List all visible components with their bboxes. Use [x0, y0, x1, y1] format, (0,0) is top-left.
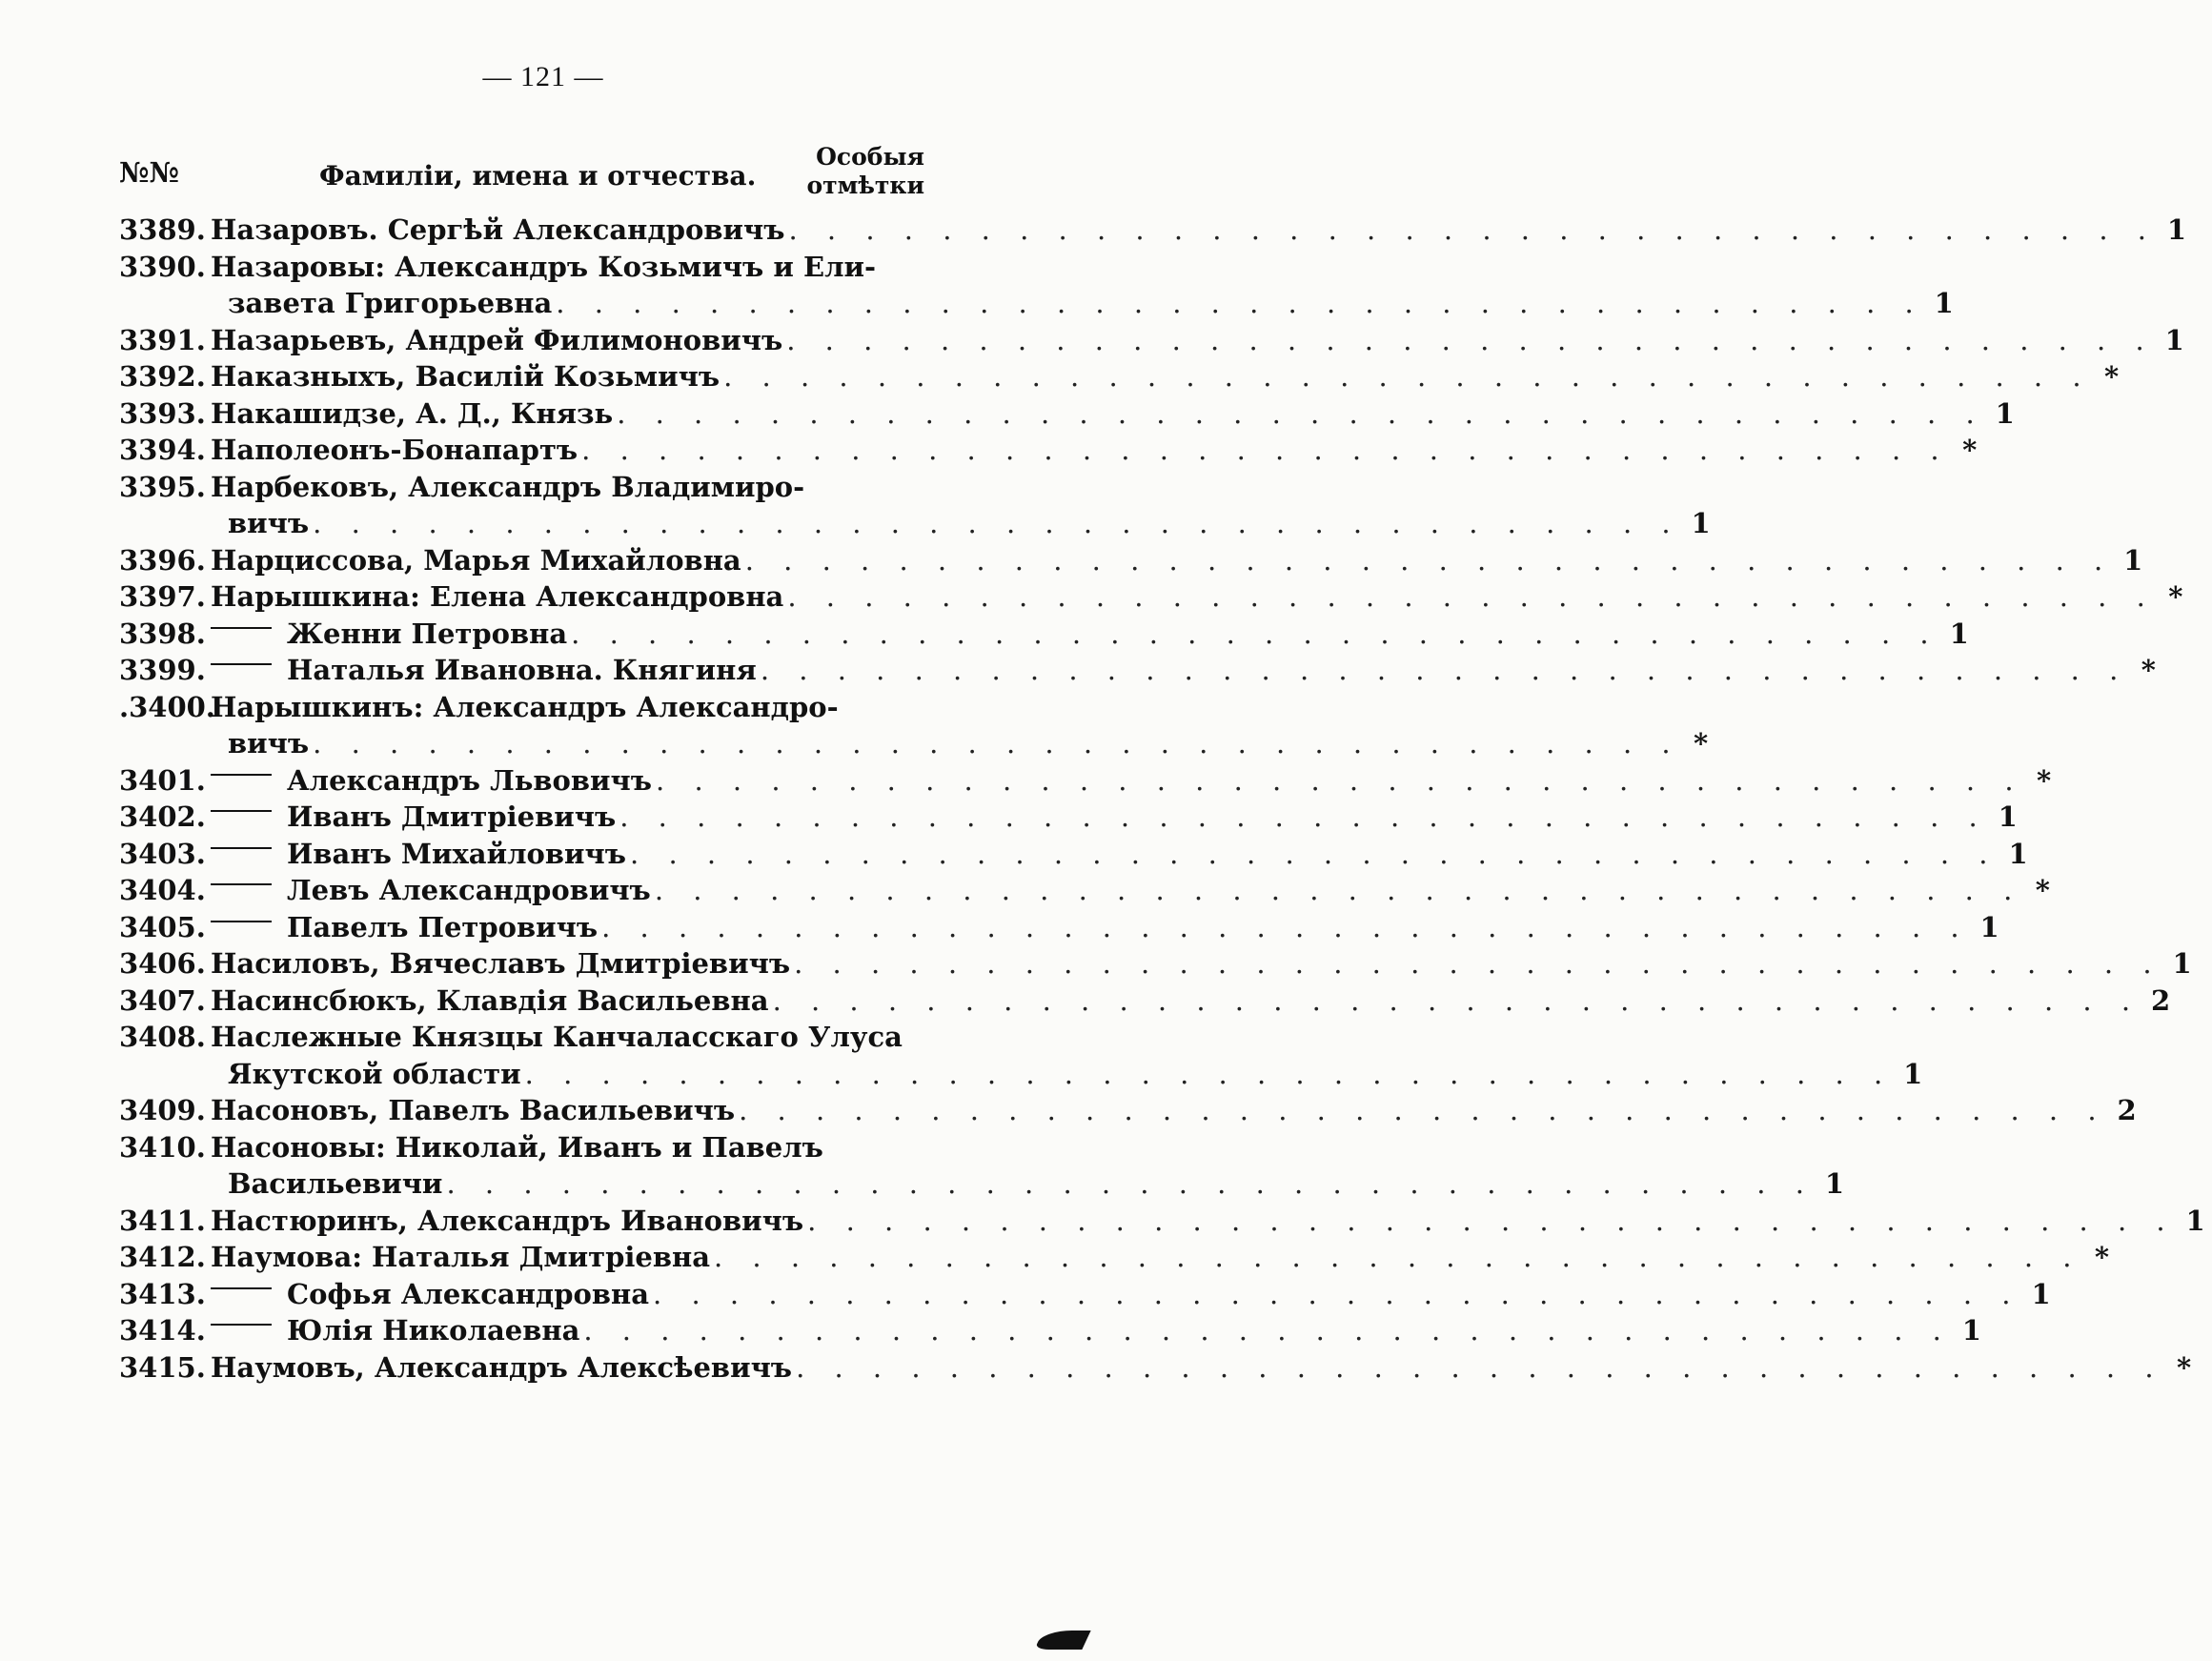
- entry-mark: 1: [1961, 1314, 1981, 1347]
- entry-name: [211, 618, 567, 650]
- entry-line: [119, 251, 924, 288]
- entry-line: [119, 837, 2028, 875]
- ditto-dash: [211, 883, 272, 885]
- entry-name-text: Назаровы: Александръ Козьмичъ и Ели-: [211, 250, 877, 283]
- entry-name-text: Софья Александровна: [287, 1277, 650, 1310]
- entry-name: [211, 764, 652, 797]
- entry-line: [119, 213, 2187, 251]
- entry-name-text: Нарциссова, Марья Михайловна: [211, 543, 741, 577]
- entry-mark: 1: [2123, 543, 2143, 577]
- header-number-column: №№: [119, 156, 180, 189]
- entry-mark: *: [2035, 874, 2050, 906]
- entry-number: 3413.: [119, 1277, 206, 1310]
- entry-mark: *: [2104, 360, 2120, 393]
- entry-number: 3398.: [119, 617, 206, 650]
- entry-number: .3400.: [119, 690, 215, 723]
- entry-line: [119, 323, 2184, 361]
- entry-line: [119, 396, 2015, 435]
- leader-dots: . . . . . . . . . . . . . . . . . . . . . . . . . . . . . . . . . . . .: [714, 1241, 2082, 1273]
- header-name-column: Фамиліи, имена и отчества.: [319, 160, 757, 192]
- entry-name-text: вичъ: [228, 727, 310, 760]
- entry-number: 3391.: [119, 323, 206, 356]
- entry: [119, 323, 2184, 361]
- entry: [119, 543, 2143, 581]
- leader-dots: . . . . . . . . . . . . . . . . . . . . . . . . . . . . . . . . . . . .: [794, 947, 2162, 980]
- entry: [119, 396, 2015, 435]
- entry-name: [211, 434, 578, 466]
- entry-mark: 1: [1934, 287, 1954, 319]
- entry-line: [119, 617, 1969, 655]
- entry-line: [119, 543, 2143, 581]
- entry-name-text: завета Григорьевна: [228, 287, 553, 319]
- entry-name-text: Накашидзе, А. Д., Князь: [211, 396, 614, 430]
- entry-name-text: Якутской области: [228, 1057, 521, 1090]
- entry-line: [119, 580, 2183, 618]
- entry: [119, 910, 1999, 948]
- entry-name-text: Наказныхъ, Василій Козьмичъ: [211, 360, 720, 393]
- header-mark-line-1: Особыя: [816, 143, 924, 171]
- entry-line: [119, 1204, 2205, 1242]
- leader-dots: . . . . . . . . . . . . . . . . . . . . . . . . . . . . . . . . . . . .: [807, 1204, 2176, 1237]
- entry-name-text: Иванъ Дмитріевичъ: [287, 800, 617, 833]
- entry-name: [211, 1094, 735, 1126]
- leader-dots: . . . . . . . . . . . . . . . . . . . . . . . . . . . . . . . . . . . .: [654, 874, 2023, 906]
- ditto-dash: [211, 663, 272, 665]
- entry-name-text: Насинсбюкъ, Клавдія Васильевна: [211, 983, 769, 1017]
- entry: [119, 947, 2192, 984]
- entry-mark: 1: [2008, 837, 2028, 870]
- entry-mark: 1: [1903, 1057, 1923, 1090]
- entry-number: 3396.: [119, 543, 206, 577]
- entry: [119, 1130, 1845, 1205]
- entry-name: [211, 471, 804, 503]
- leader-dots: . . . . . . . . . . . . . . . . . . . . . . . . . . . . . . . . . . . .: [571, 617, 1939, 650]
- leader-dots: . . . . . . . . . . . . . . . . . . . . . . . . . . . . . . . . . . . .: [524, 1057, 1894, 1090]
- entry-line: [119, 1277, 2051, 1315]
- entry-name-text: Наумовъ, Александръ Алексѣевичъ: [211, 1350, 793, 1384]
- entry-name: [211, 984, 769, 1017]
- entry-name: [211, 580, 783, 613]
- entry-name: [211, 213, 785, 246]
- entry-number: 3393.: [119, 396, 206, 430]
- leader-dots: . . . . . . . . . . . . . . . . . . . . . . . . . . . . . . . . . . . .: [653, 1277, 2021, 1310]
- entry-name: [228, 727, 309, 760]
- entry-number: 3390.: [119, 250, 206, 283]
- leader-dots: . . . . . . . . . . . . . . . . . . . . . . . . . . . . . . . . . . . .: [787, 580, 2156, 613]
- entry-name-text: Наполеонъ-Бонапартъ: [211, 434, 578, 466]
- entry-mark: *: [1962, 434, 1978, 466]
- entry-name-text: Наталья Ивановна. Княгиня: [287, 654, 757, 686]
- entry-mark: 1: [1995, 396, 2015, 430]
- ditto-dash: [211, 1324, 272, 1326]
- entry-number: 3410.: [119, 1130, 206, 1164]
- leader-dots: . . . . . . . . . . . . . . . . . . . . . . . . . . . . . . . . . . . .: [760, 654, 2129, 686]
- entry-line: [119, 947, 2192, 984]
- leader-dots: . . . . . . . . . . . . . . . . . . . . . . . . . . . . . . . . . . . .: [583, 1314, 1952, 1347]
- entry: [119, 1204, 2205, 1242]
- entry: [119, 1094, 2137, 1131]
- entry-name: [211, 800, 616, 833]
- entry-number: 3401.: [119, 763, 206, 797]
- entry-line: [119, 1021, 924, 1058]
- ditto-dash: [211, 1287, 272, 1289]
- entry-name: [228, 287, 552, 319]
- entry-line: [119, 983, 2171, 1022]
- entry-line: [119, 434, 1978, 471]
- leader-dots: . . . . . . . . . . . . . . . . . . . . . . . . . . . . . . . . . . . .: [313, 507, 1681, 539]
- entry: [119, 434, 1978, 471]
- entry-name: [211, 360, 720, 393]
- corner-ink-mark: [1034, 1631, 1090, 1650]
- entry-mark: 1: [1691, 507, 1711, 539]
- entry-number: 3397.: [119, 580, 206, 613]
- entry-name: [211, 1278, 649, 1310]
- entry-name-text: Васильевичи: [228, 1167, 443, 1200]
- leader-dots: . . . . . . . . . . . . . . . . . . . . . . . . . . . . . . . . . . . .: [786, 323, 2155, 356]
- entry-number: 3394.: [119, 434, 206, 466]
- entry-line: [119, 507, 1711, 544]
- entry: [119, 800, 2018, 838]
- entry-name-text: Назарьевъ, Андрей Филимоновичъ: [211, 323, 783, 356]
- entry-name-text: Насоновъ, Павелъ Васильевичъ: [211, 1094, 736, 1126]
- entry-name-text: Настюринъ, Александръ Ивановичъ: [211, 1204, 804, 1237]
- entry-number: 3403.: [119, 837, 206, 870]
- entry-mark: 1: [1949, 617, 1969, 650]
- entry-number: 3402.: [119, 800, 206, 833]
- entry-line: [119, 800, 2018, 838]
- entry-name: [211, 874, 651, 906]
- entry-name-text: Юлія Николаевна: [287, 1314, 580, 1347]
- entry-name-text: Наумова: Наталья Дмитріевна: [211, 1241, 710, 1273]
- entry-number: 3407.: [119, 983, 206, 1017]
- entry-mark: 1: [1979, 910, 1999, 943]
- entry-line: [119, 727, 1709, 764]
- entry: [119, 837, 2028, 875]
- entry-line: [119, 1094, 2137, 1131]
- entry: [119, 1350, 2192, 1388]
- entry-mark: *: [2036, 763, 2052, 797]
- entry: [119, 360, 2120, 397]
- entry-line: [119, 654, 2156, 691]
- entry: [119, 250, 1954, 324]
- leader-dots: . . . . . . . . . . . . . . . . . . . . . . . . . . . . . . . . . . . .: [796, 1350, 2164, 1384]
- entry-name: [211, 1314, 579, 1347]
- entry: [119, 1021, 1923, 1094]
- entry-name-text: Назаровъ. Сергѣй Александровичъ: [211, 213, 785, 246]
- entry-mark: 1: [2164, 323, 2184, 356]
- leader-dots: . . . . . . . . . . . . . . . . . . . . . . . . . . . . . . . . . . . .: [617, 396, 1985, 430]
- entry-mark: 1: [2166, 213, 2187, 246]
- entry: [119, 213, 2187, 251]
- entry-name: [211, 397, 613, 430]
- leader-dots: . . . . . . . . . . . . . . . . . . . . . . . . . . . . . . . . . . . .: [739, 1094, 2107, 1126]
- entry-line: [119, 691, 924, 728]
- entry: [119, 763, 2052, 801]
- entry-line: [119, 360, 2120, 397]
- entry-name-text: Нарбековъ, Александръ Владимиро-: [211, 470, 805, 503]
- entry-name-text: Нарышкинъ: Александръ Александро-: [211, 690, 839, 723]
- entry-mark: 2: [2150, 983, 2171, 1017]
- entry: [119, 690, 1709, 764]
- ditto-dash: [211, 847, 272, 849]
- entry-name: [211, 947, 790, 980]
- column-header: [119, 143, 924, 210]
- entry-number: 3399.: [119, 654, 206, 686]
- leader-dots: . . . . . . . . . . . . . . . . . . . . . . . . . . . . . . . . . . . .: [313, 727, 1681, 760]
- entry-line: [119, 1057, 1923, 1095]
- entry-mark: *: [2094, 1241, 2110, 1273]
- entry-name: [211, 1021, 903, 1053]
- entry-list: [119, 213, 2205, 1388]
- entry-name-text: Павелъ Петровичъ: [287, 910, 599, 943]
- header-mark-column: [791, 143, 924, 200]
- entry-number: 3406.: [119, 947, 206, 980]
- entry-name: [211, 838, 626, 870]
- entry-name-text: Насоновы: Николай, Иванъ и Павелъ: [211, 1130, 823, 1164]
- leader-dots: . . . . . . . . . . . . . . . . . . . . . . . . . . . . . . . . . . . .: [772, 983, 2141, 1017]
- entry-name-text: Женни Петровна: [287, 617, 568, 650]
- entry-number: 3408.: [119, 1021, 206, 1053]
- leader-dots: . . . . . . . . . . . . . . . . . . . . . . . . . . . . . . . . . . . .: [601, 910, 1970, 943]
- entry-mark: *: [2141, 654, 2156, 686]
- entry-mark: *: [1694, 727, 1709, 760]
- entry-number: 3412.: [119, 1241, 206, 1273]
- entry-line: [119, 1350, 2192, 1388]
- entry-number: 3404.: [119, 874, 206, 906]
- entry-name: [211, 1131, 823, 1164]
- entry-line: [119, 287, 1954, 324]
- leader-dots: . . . . . . . . . . . . . . . . . . . . . . . . . . . . . . . . . . . .: [788, 213, 2157, 246]
- leader-dots: . . . . . . . . . . . . . . . . . . . . . . . . . . . . . . . . . . . .: [630, 837, 1999, 870]
- entry-mark: 2: [2117, 1094, 2137, 1126]
- header-mark-line-2: отмѣтки: [806, 172, 924, 199]
- entry-name-text: Александръ Львовичъ: [287, 763, 653, 797]
- leader-dots: . . . . . . . . . . . . . . . . . . . . . . . . . . . . . . . . . . . .: [656, 763, 2024, 797]
- entry-name-text: Иванъ Михайловичъ: [287, 837, 627, 870]
- entry-name: [211, 544, 741, 577]
- entry-number: 3405.: [119, 910, 206, 943]
- entry-name: [211, 1351, 792, 1384]
- entry-number: 3411.: [119, 1204, 206, 1237]
- entry-name: [211, 1205, 803, 1237]
- entry-name: [211, 691, 839, 723]
- ditto-dash: [211, 810, 272, 812]
- ditto-dash: [211, 774, 272, 776]
- page-number: — 121 —: [482, 61, 604, 92]
- entry: [119, 1277, 2051, 1315]
- entry: [119, 654, 2156, 691]
- entry-name-text: Наслежные Князцы Канчаласскаго Улуса: [211, 1021, 903, 1053]
- entry-line: [119, 874, 2050, 911]
- entry-number: 3409.: [119, 1094, 206, 1126]
- entry-line: [119, 1167, 1845, 1205]
- entry-name: [228, 507, 309, 539]
- entry-name-text: Нарышкина: Елена Александровна: [211, 580, 784, 613]
- leader-dots: . . . . . . . . . . . . . . . . . . . . . . . . . . . . . . . . . . . .: [446, 1167, 1815, 1200]
- ditto-dash: [211, 921, 272, 922]
- entry-number: 3395.: [119, 470, 206, 503]
- entry: [119, 617, 1969, 655]
- entry: [119, 874, 2050, 911]
- entry-name-text: Насиловъ, Вячеславъ Дмитріевичъ: [211, 947, 791, 980]
- entry-number: 3415.: [119, 1350, 206, 1384]
- entry-name: [211, 324, 782, 356]
- entry-line: [119, 1131, 924, 1168]
- entry-name-text: Левъ Александровичъ: [287, 874, 651, 906]
- entry: [119, 1241, 2110, 1278]
- leader-dots: . . . . . . . . . . . . . . . . . . . . . . . . . . . . . . . . . . . .: [744, 543, 2114, 577]
- leader-dots: . . . . . . . . . . . . . . . . . . . . . . . . . . . . . . . . . . . .: [723, 360, 2092, 393]
- entry-mark: 1: [2172, 947, 2192, 980]
- entry-mark: 1: [1998, 800, 2018, 833]
- entry-line: [119, 763, 2052, 801]
- leader-dots: . . . . . . . . . . . . . . . . . . . . . . . . . . . . . . . . . . . .: [619, 800, 1988, 833]
- entry: [119, 470, 1711, 544]
- entry: [119, 1314, 1981, 1351]
- entry-line: [119, 1241, 2110, 1278]
- leader-dots: . . . . . . . . . . . . . . . . . . . . . . . . . . . . . . . . . . . .: [581, 434, 1950, 466]
- entry-mark: 1: [2185, 1204, 2205, 1237]
- entry-name: [211, 911, 598, 943]
- entry-mark: *: [2168, 580, 2183, 613]
- entry-number: 3389.: [119, 213, 206, 246]
- entry-name: [228, 1167, 442, 1200]
- entry-number: 3414.: [119, 1314, 206, 1347]
- entry-line: [119, 471, 924, 508]
- entry: [119, 580, 2183, 618]
- entry-name: [211, 1241, 710, 1273]
- entry-name: [211, 654, 757, 686]
- entry-name: [228, 1058, 521, 1090]
- entry-line: [119, 1314, 1981, 1351]
- entry-mark: *: [2176, 1350, 2192, 1384]
- entry-name: [211, 251, 876, 283]
- entry-mark: 1: [1824, 1167, 1845, 1200]
- ditto-dash: [211, 627, 272, 629]
- entry-number: 3392.: [119, 360, 206, 393]
- entry: [119, 983, 2171, 1022]
- leader-dots: . . . . . . . . . . . . . . . . . . . . . . . . . . . . . . . . . . . .: [556, 287, 1924, 319]
- entry-line: [119, 910, 1999, 948]
- entry-name-text: вичъ: [228, 507, 310, 539]
- entry-mark: 1: [2031, 1277, 2051, 1310]
